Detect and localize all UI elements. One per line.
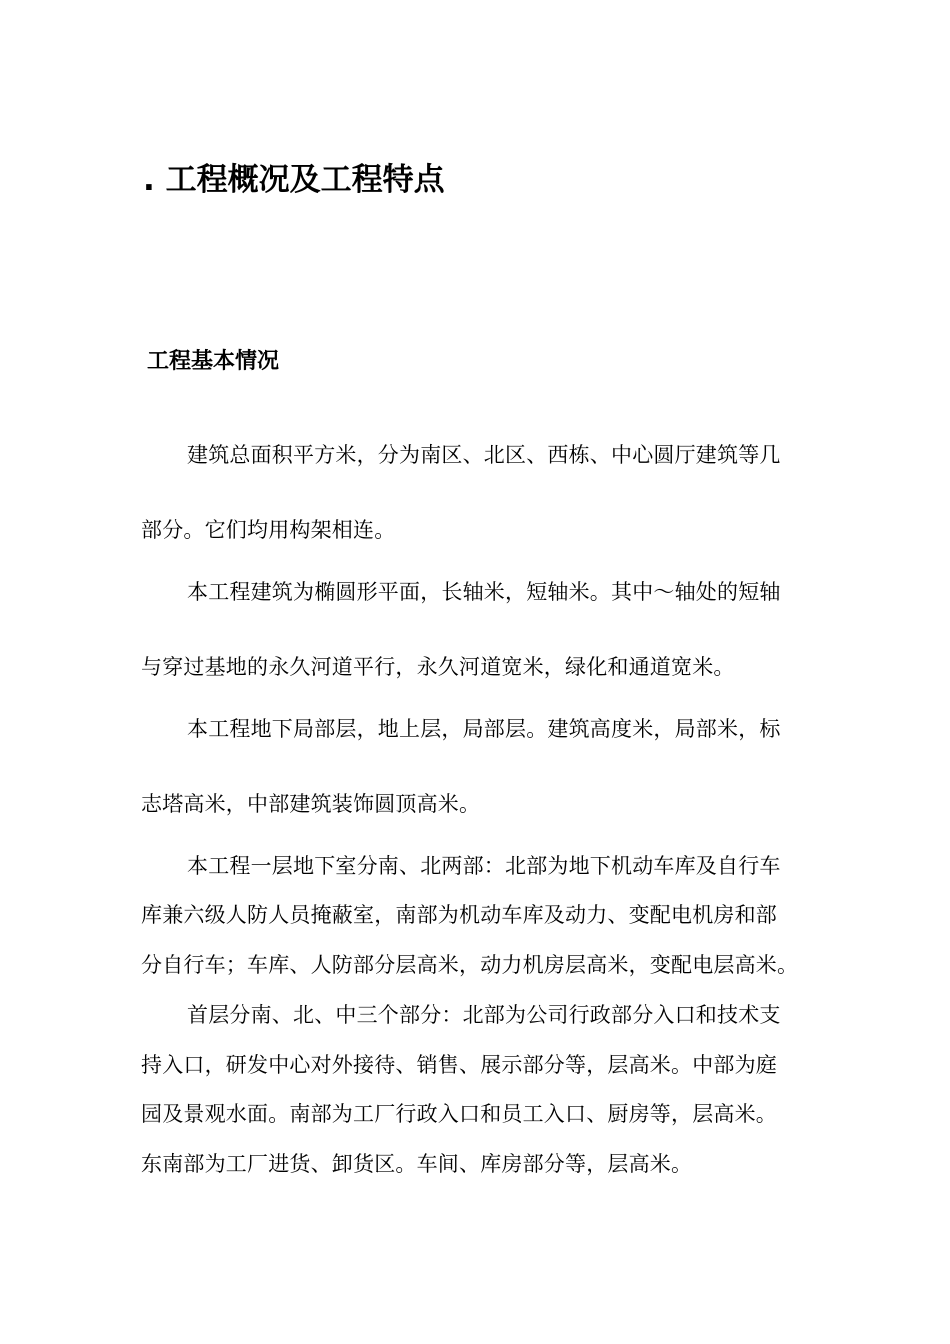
paragraph-line: 持入口，研发中心对外接待、销售、展示部分等，层高米。中部为庭 [141,1053,777,1077]
paragraph-line: 东南部为工厂进货、卸货区。车间、库房部分等，层高米。 [141,1152,693,1176]
paragraph-line: 本工程建筑为椭圆形平面，长轴米，短轴米。其中～轴处的短轴 [187,580,781,604]
paragraph-line: 建筑总面积平方米，分为南区、北区、西栋、中心圆厅建筑等几 [187,443,781,467]
paragraph-line: 本工程一层地下室分南、北两部：北部为地下机动车库及自行车 [187,854,781,878]
paragraph-line: 本工程地下局部层，地上层，局部层。建筑高度米，局部米，标 [187,717,781,741]
paragraph-line: 园及景观水面。南部为工厂行政入口和员工入口、厨房等，层高米。 [141,1102,777,1126]
paragraph-line: 与穿过基地的永久河道平行，永久河道宽米，绿化和通道宽米。 [141,655,735,679]
document-title: . 工程概况及工程特点 [143,162,445,198]
paragraph-line: 库兼六级人防人员掩蔽室，南部为机动车库及动力、变配电机房和部 [141,903,777,927]
paragraph-line: 部分。它们均用构架相连。 [141,518,396,542]
section-heading: 工程基本情况 [147,349,280,374]
paragraph-line: 志塔高米，中部建筑装饰圆顶高米。 [141,792,481,816]
paragraph-line: 首层分南、北、中三个部分：北部为公司行政部分入口和技术支 [187,1003,781,1027]
paragraph-line: 分自行车；车库、人防部分层高米，动力机房层高米，变配电层高米。 [141,953,799,977]
